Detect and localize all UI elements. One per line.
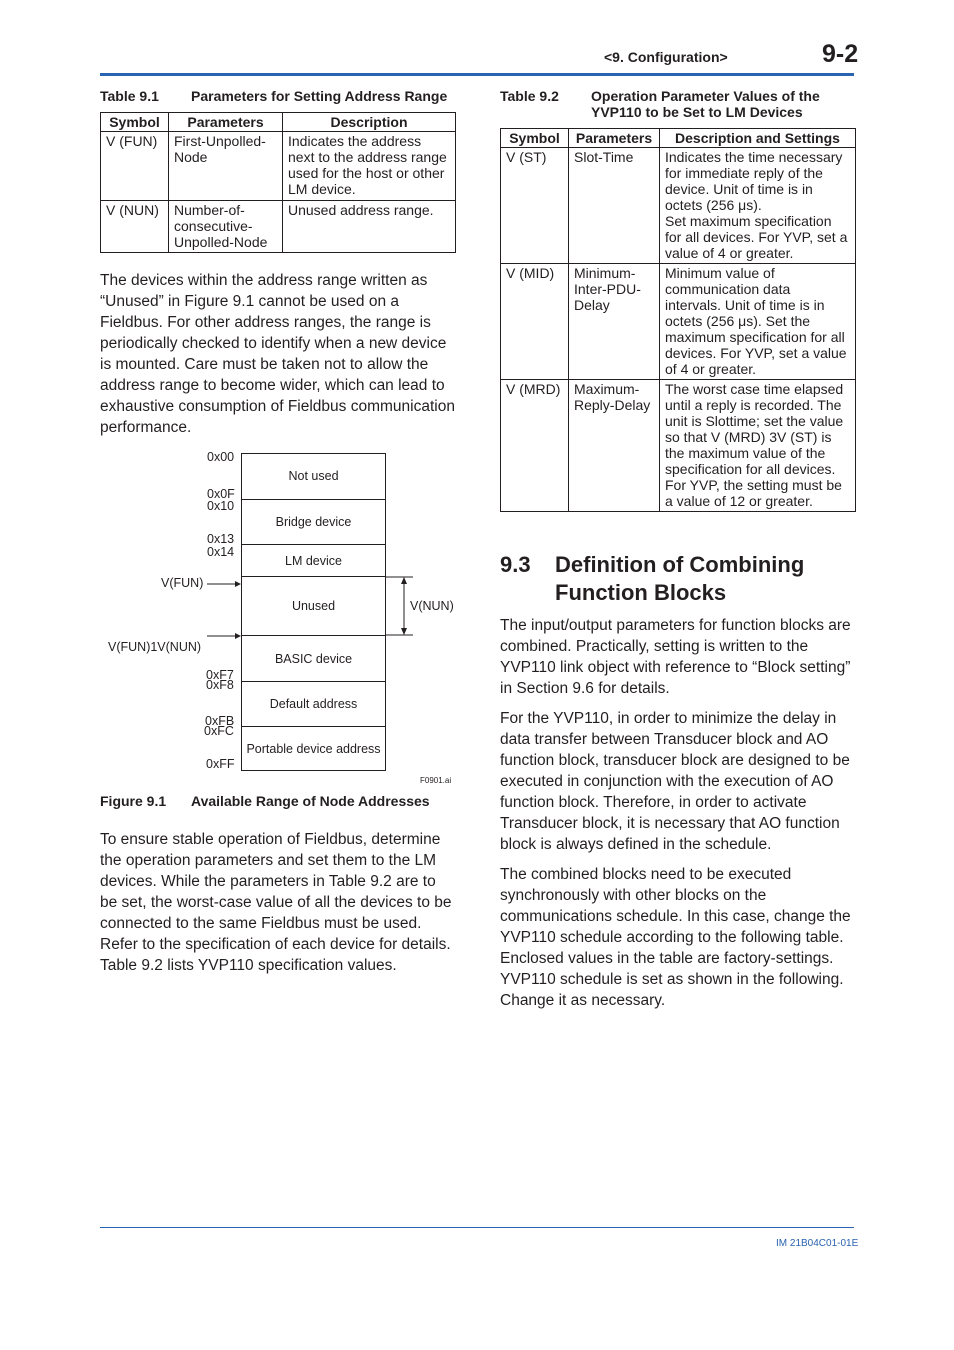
running-header-section: <9. Configuration> [604, 49, 728, 65]
paragraph-text: The devices within the address range written as “Unused” in Figure 9.1 cannot be used on a Fieldbus. For other address ranges, the range is periodically checked to identify when a new device is mounted. Care must be taken not to allow the address range to become wider, which can lead to exhaustive consumption of Fieldbus communication performance. [100, 272, 455, 436]
table-row [501, 380, 856, 512]
figure1-number: Figure 9.1 [100, 793, 167, 809]
cell-line: Indicates the time necessary for immediate reply of the device. Unit of time is in octets (256 μs). [665, 149, 843, 213]
table2-title: Operation Parameter Values of the YVP110 to be Set to LM Devices [591, 88, 820, 120]
table2-col-symbol: Symbol [501, 129, 569, 148]
region-unused: Unused [241, 576, 386, 635]
table-cell: V (ST) [501, 148, 569, 264]
body-paragraph [100, 829, 457, 985]
vnun-label: V(NUN) [410, 599, 454, 613]
table-row [501, 148, 856, 264]
region-not-used: Not used [288, 469, 339, 483]
region-default-address: Default address [241, 681, 386, 726]
paragraph-text: For the YVP110, in order to minimize the delay in data transfer between Transducer block and AO function block, transducer block are designed to be executed in conjunction with the execution of AO function block. Therefore, in order to activate Transducer block, it is necessary that AO function block is always defined in the schedule. [500, 710, 850, 853]
table-cell: First-Unpolled-Node [169, 132, 283, 201]
table1-number: Table 9.1 [100, 88, 159, 104]
table-cell: Minimum value of communication data intervals. Unit of time is in octets (256 μs). Set the maximum specification for all devices. For YVP, set a value of 4 or greater. [660, 264, 856, 380]
table-cell: Unused address range. [283, 201, 456, 253]
address-label: 0xFB [205, 714, 235, 728]
table-cell: Number-of-consecutive-Unpolled-Node [169, 201, 283, 253]
address-label: 0xFC [204, 724, 234, 738]
table1 [100, 112, 456, 253]
table1-title: Parameters for Setting Address Range [191, 88, 448, 104]
table2-caption [500, 88, 854, 122]
table-cell: V (MRD) [501, 380, 569, 512]
table-cell: Slot-Time [569, 148, 660, 264]
figure1-title: Available Range of Node Addresses [191, 793, 430, 809]
table-cell: V (FUN) [101, 132, 169, 201]
table-cell: Maximum-Reply-Delay [569, 380, 660, 512]
page-number: 9-2 [822, 40, 859, 68]
table-row [501, 264, 856, 380]
region-bridge-device: Bridge device [241, 499, 386, 544]
paragraph-text: To ensure stable operation of Fieldbus, determine the operation parameters and set them to the LM devices. While the parameters in Table 9.2 are to be set, the worst-case value of all the devices to be connected to the same Fieldbus must be used. Refer to the specification of each device for details. Table 9.2 lists YVP110 specification values. [100, 831, 452, 974]
address-label: 0x00 [207, 450, 235, 464]
table-row [101, 201, 456, 253]
footer-doc-id: IM 21B04C01-01E [776, 1238, 859, 1249]
vfun-label: V(FUN) [161, 576, 204, 590]
address-label: 0x14 [207, 545, 235, 559]
vfun-vnun-arrow-icon [207, 631, 242, 641]
paragraph-text: The input/output parameters for function blocks are combined. Practically, setting is written to the YVP110 link object with reference to “Block setting” in Section 9.6 for details. [500, 617, 851, 697]
table-cell: V (MID) [501, 264, 569, 380]
table-cell: Minimum-Inter-PDU-Delay [569, 264, 660, 380]
vfun-vnun-label: V(FUN)1V(NUN) [108, 640, 202, 654]
table-cell: V (NUN) [101, 201, 169, 253]
address-label: 0x10 [207, 499, 235, 513]
table1-col-parameters: Parameters [169, 113, 283, 132]
section-body [500, 615, 854, 1020]
table1-col-description: Description [283, 113, 456, 132]
table-row [101, 132, 456, 201]
header-rule [100, 73, 854, 76]
address-label: 0xF7 [206, 668, 234, 682]
body-paragraph [100, 270, 457, 447]
figure1-file-id: F0901.ai [420, 776, 452, 785]
table1-header-row [101, 113, 456, 132]
figure1-caption [100, 793, 460, 811]
table2-number: Table 9.2 [500, 88, 559, 104]
vfun-arrow-icon [207, 579, 242, 589]
address-label: 0x13 [207, 532, 235, 546]
footer-rule [100, 1227, 854, 1228]
table2-col-parameters: Parameters [569, 129, 660, 148]
table2 [500, 128, 856, 512]
address-label: 0xFF [206, 757, 235, 771]
table2-col-description: Description and Settings [660, 129, 856, 148]
paragraph-text: The combined blocks need to be executed synchronously with other blocks on the communications schedule. In this case, change the YVP110 schedule according to the following table. Enclosed values in the table are factory-settings. YVP110 schedule is set as shown in the following. Change it as necessary. [500, 866, 851, 1009]
section-number: 9.3 [500, 552, 531, 577]
address-label: 0xF8 [206, 678, 234, 692]
table-cell: Indicates the address next to the address range used for the host or other LM device. [283, 132, 456, 201]
table-cell [660, 148, 856, 264]
region-lm-device: LM device [241, 544, 386, 576]
region-portable-device: Portable device address [241, 726, 386, 771]
table2-header-row [501, 129, 856, 148]
section-title: Definition of Combining Function Blocks [555, 552, 805, 605]
table1-caption [100, 88, 460, 106]
address-label: 0x0F [207, 487, 235, 501]
table1-col-symbol: Symbol [101, 113, 169, 132]
region-basic-device: BASIC device [241, 635, 386, 681]
table-cell: The worst case time elapsed until a reply is recorded. The unit is Slottime; set the value so that V (MRD) 3V (ST) is the maximum value of the specification for all devices. For YVP, the setting must be a value of 12 or greater. [660, 380, 856, 512]
cell-line: Set maximum specification for all devices. For YVP, set a value of 4 or greater. [665, 213, 848, 261]
